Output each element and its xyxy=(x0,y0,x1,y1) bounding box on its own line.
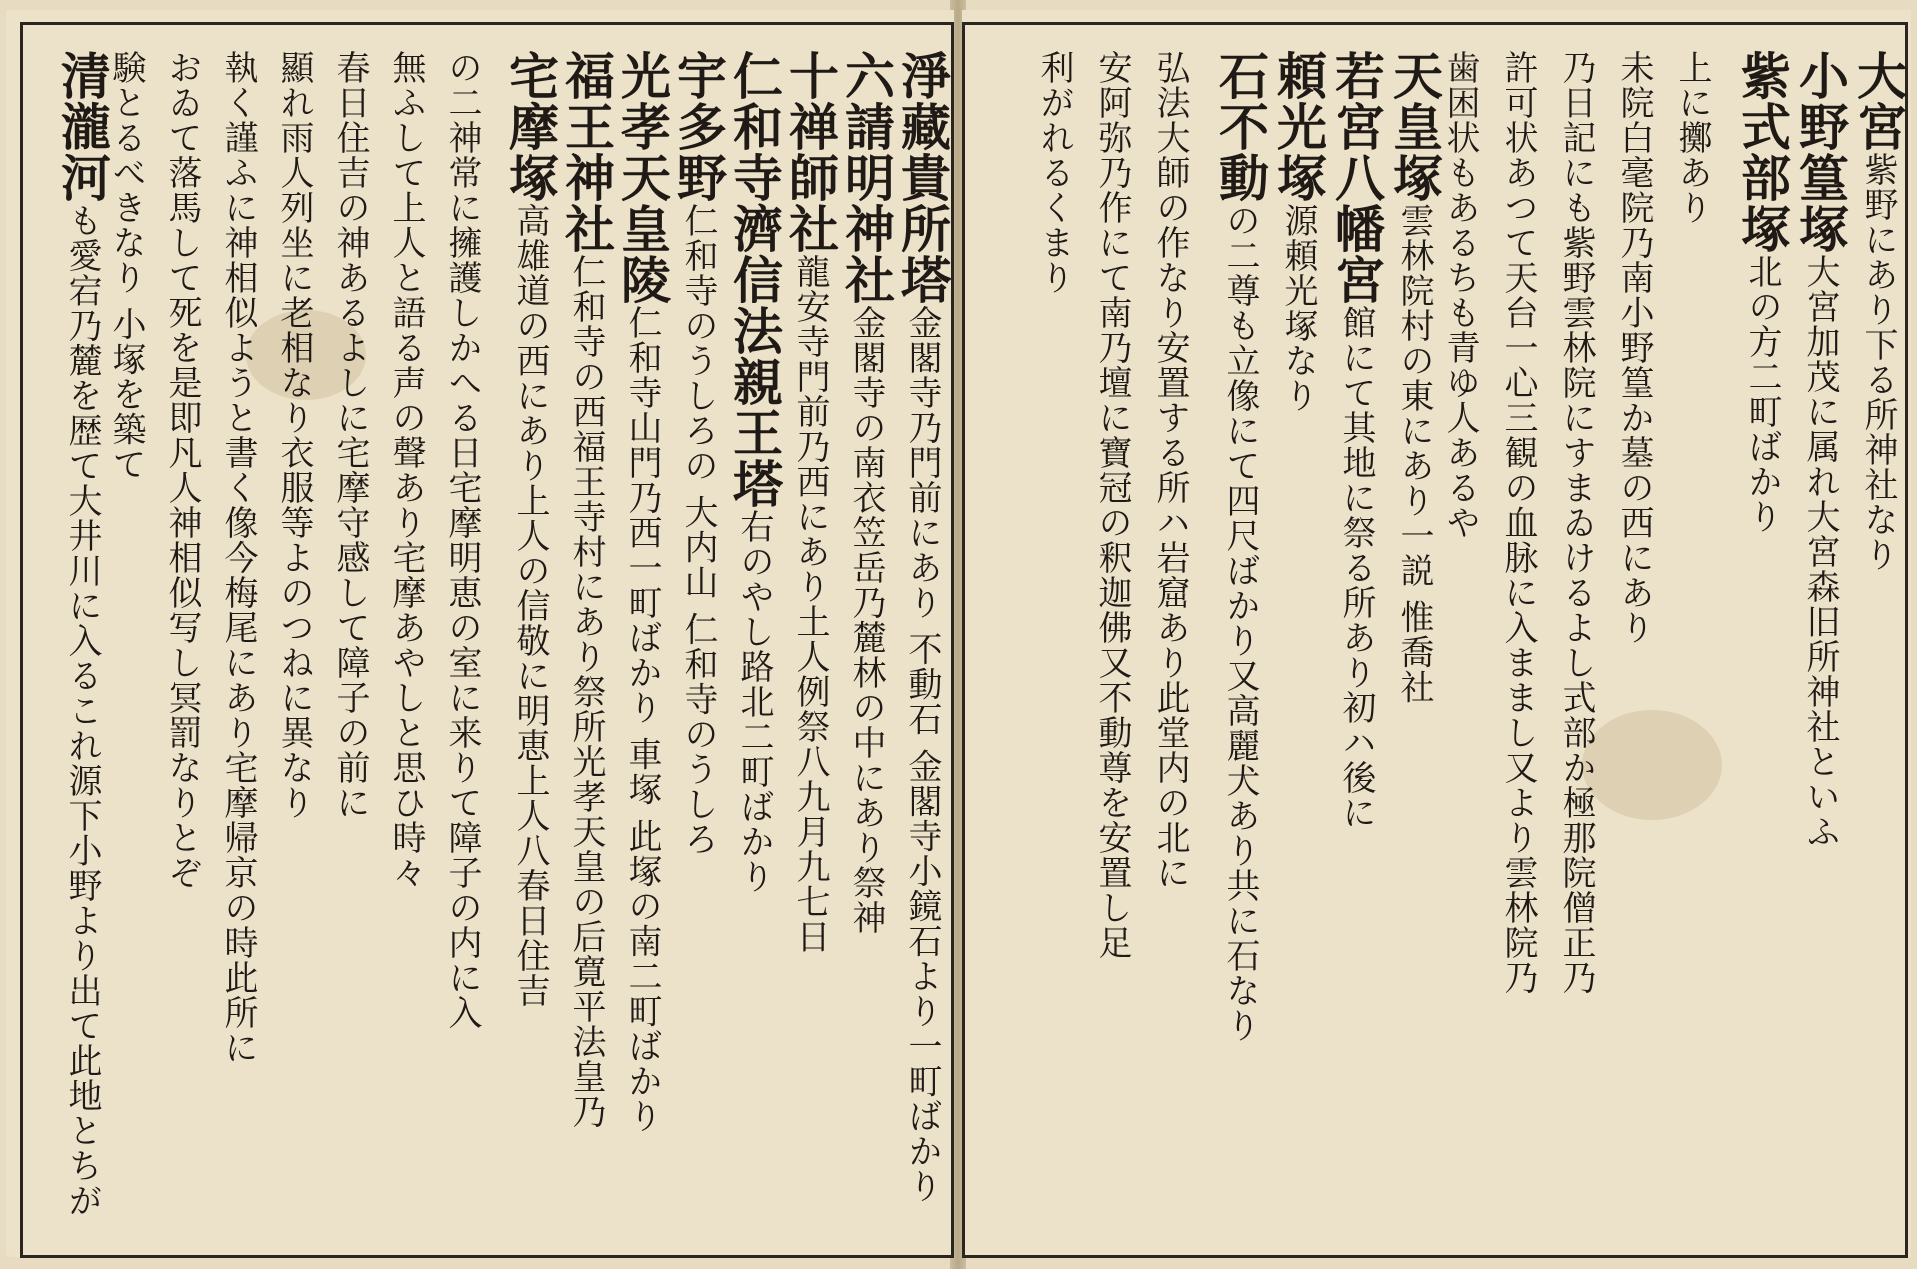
paper-stain xyxy=(1582,710,1722,820)
entry-heading: 光孝天皇陵 xyxy=(613,50,672,305)
entry-text: 源頼光塚なり xyxy=(1278,203,1318,413)
entry-text: 雲林院村の東にあり一説 惟喬社 xyxy=(1394,203,1434,705)
entry-heading: 宅摩塚 xyxy=(501,50,560,203)
left-page xyxy=(6,10,954,1257)
entry-text: 金閣寺乃門前にあり 不動石 金閣寺小鏡石より一町ばかり xyxy=(902,305,942,1204)
entry-text: 許可状あつて天台一心三観の血脉に入ままし又より雲林院乃 xyxy=(1498,50,1538,995)
entry-heading: 十禅師社 xyxy=(781,50,840,254)
entry-heading: 六請明神社 xyxy=(837,50,896,305)
text-column xyxy=(1494,50,1543,995)
right-page xyxy=(962,10,1911,1257)
entry-heading: 清瀧河 xyxy=(53,50,112,203)
entry-text: 乃日記にも紫野雲林院にすまゐけるよし式部か極那院僧正乃 xyxy=(1556,50,1596,995)
text-column xyxy=(270,50,319,820)
text-column xyxy=(1204,50,1276,1043)
entry-text: 無ふして上人と語る声の聲あり宅摩あやしと思ひ時々 xyxy=(386,50,426,890)
entry-text: 利がれるくまり xyxy=(1034,50,1074,295)
entry-heading: 福王神社 xyxy=(557,50,616,254)
text-column xyxy=(46,50,118,1218)
text-column xyxy=(438,50,487,1030)
entry-text: 龍安寺門前乃西にあり土人例祭八九月九七日 xyxy=(790,254,830,954)
entry-text: 右のやし路北二町ばかり xyxy=(734,509,774,894)
text-column xyxy=(382,50,431,890)
entry-text: 歯困状もあるちも青ゆ人あるや xyxy=(1440,50,1480,540)
entry-text: 春日住吉の神あるよしに宅摩守感して障子の前に xyxy=(330,50,370,820)
entry-text: 仁和寺のうしろの 大内山 仁和寺のうしろ xyxy=(678,203,718,857)
entry-text: も愛宕乃麓を歴て大井川に入るこれ源下小野より出て此地とちが xyxy=(62,203,102,1218)
entry-heading: 宇多野 xyxy=(669,50,728,203)
entry-text: 執く謹ふに神相似ようと書く像今梅尾にあり宅摩帰京の時此所に xyxy=(218,50,258,1065)
text-column xyxy=(1552,50,1601,995)
text-column xyxy=(494,50,566,1008)
entry-text: 高雄道の西にあり上人の信敬に明恵上人八春日住吉 xyxy=(510,203,550,1008)
entry-heading: 仁和寺濟信法親王塔 xyxy=(725,50,784,509)
entry-text: の二神常に擁護しかへる日宅摩明恵の室に来りて障子の内に入 xyxy=(442,50,482,1030)
entry-text: 大宮加茂に属れ大宮森旧所神社といふ xyxy=(1800,254,1840,849)
entry-text: 験とるべきなり 小塚を築て xyxy=(106,50,146,482)
entry-text: 仁和寺山門乃西一町ばかり 車塚 此塚の南二町ばかり xyxy=(622,305,662,1134)
text-column xyxy=(158,50,207,890)
entry-heading: 頼光塚 xyxy=(1269,50,1328,203)
entry-text: 未院白毫院乃南小野篁か墓の西にあり xyxy=(1614,50,1654,645)
text-column xyxy=(1668,50,1717,225)
entry-heading: 大宮 xyxy=(1849,50,1908,152)
entry-text: 紫野にあり下る所神社なり xyxy=(1858,152,1898,572)
entry-heading: 紫式部塚 xyxy=(1733,50,1792,254)
entry-text: 上に擲あり xyxy=(1672,50,1712,225)
entry-text: 弘法大師の作なり安置する所ハ岩窟あり此堂内の北に xyxy=(1150,50,1190,890)
entry-text: おゐて落馬して死を是即凡人神相似写し冥罰なりとぞ xyxy=(162,50,202,890)
entry-text: 安阿弥乃作にて南乃壇に寶冠の釈迦佛又不動尊を安置し足 xyxy=(1092,50,1132,960)
entry-text: の二尊も立像にて四尺ばかり又高麗犬あり共に石なり xyxy=(1220,203,1260,1043)
entry-heading: 若宮八幡宮 xyxy=(1327,50,1386,305)
entry-text: 北の方二町ばかり xyxy=(1742,254,1782,534)
entry-text: 仁和寺の西福王寺村にあり祭所光孝天皇の后寛平法皇乃 xyxy=(566,254,606,1129)
text-column xyxy=(1088,50,1137,960)
entry-text: 金閣寺の南衣笠岳乃麓林の中にあり祭神 xyxy=(846,305,886,935)
entry-heading: 小野篁塚 xyxy=(1791,50,1850,254)
text-column xyxy=(1726,50,1798,534)
entry-heading: 石不動 xyxy=(1211,50,1270,203)
text-column xyxy=(1146,50,1195,890)
entry-text: 館にて其地に祭る所あり初ハ後に xyxy=(1336,305,1376,830)
text-column xyxy=(326,50,375,820)
entry-heading: 淨藏貴所塔 xyxy=(893,50,952,305)
text-column xyxy=(1610,50,1659,645)
entry-text: 顯れ雨人列坐に老相なり衣服等よのつねに異なり xyxy=(274,50,314,820)
text-column xyxy=(214,50,263,1065)
text-column xyxy=(1030,50,1079,295)
entry-heading: 天皇塚 xyxy=(1385,50,1444,203)
